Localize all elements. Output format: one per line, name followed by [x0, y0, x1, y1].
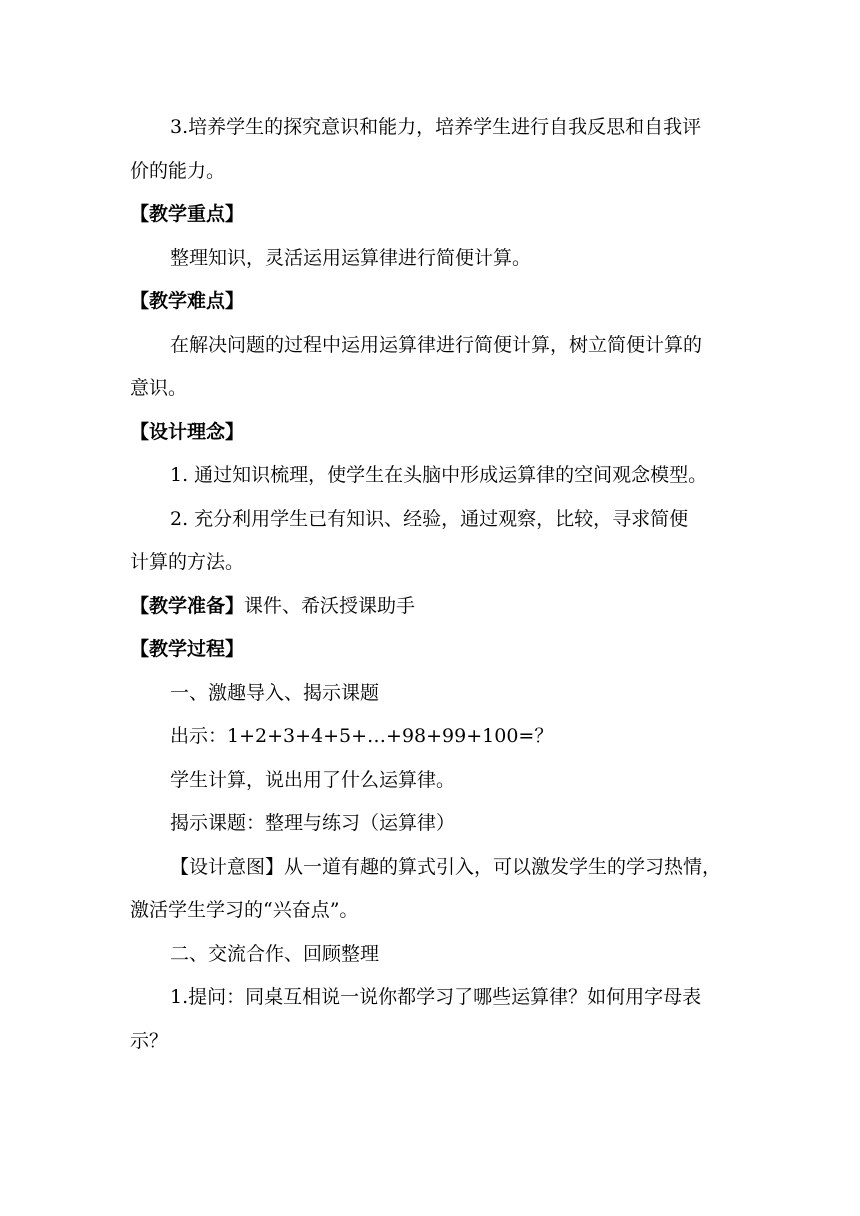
- key-points-heading: 【教学重点】: [130, 203, 245, 225]
- design-concept-item1: 1. 通过知识梳理，使学生在头脑中形成运算律的空间观念模型。: [170, 464, 708, 486]
- document-page: [130, 106, 730, 1063]
- design-concept-heading: 【设计理念】: [130, 420, 245, 443]
- process-q1-line1: 1.提问：同桌互相说一说你都学习了哪些运算律？如何用字母表: [170, 986, 702, 1008]
- preparation-text: 课件、希沃授课助手: [244, 594, 416, 617]
- objective-3-line2: 价的能力。: [130, 159, 226, 182]
- design-concept-item2-line2: 计算的方法。: [130, 551, 245, 573]
- process-show: 出示：1+2+3+4+5+…+98+99+100=？: [170, 725, 554, 747]
- process-intent-line1: 【设计意图】从一道有趣的算式引入，可以激发学生的学习热情，: [170, 855, 722, 878]
- difficulties-text-line2: 意识。: [130, 377, 188, 399]
- process-q1-line2: 示？: [130, 1029, 169, 1052]
- process-reveal: 揭示课题：整理与练习（运算律）: [170, 812, 456, 834]
- process-section1-title: 一、激趣导入、揭示课题: [170, 681, 380, 704]
- process-section2-title: 二、交流合作、回顾整理: [170, 942, 380, 965]
- difficulties-heading: 【教学难点】: [130, 290, 245, 312]
- difficulties-text-line1: 在解决问题的过程中运用运算律进行简便计算，树立简便计算的: [170, 333, 703, 356]
- process-intent-line2: 激活学生学习的“兴奋点”。: [130, 899, 359, 921]
- process-student-calc: 学生计算，说出用了什么运算律。: [170, 768, 456, 791]
- design-concept-item2-line1: 2. 充分利用学生已有知识、经验，通过观察，比较，寻求简便: [170, 507, 689, 530]
- preparation-line: [130, 585, 730, 629]
- preparation-heading: 【教学准备】: [130, 594, 245, 617]
- key-points-text: 整理知识，灵活运用运算律进行简便计算。: [170, 246, 532, 269]
- process-heading: 【教学过程】: [130, 638, 245, 660]
- objective-3-line1: 3.培养学生的探究意识和能力，培养学生进行自我反思和自我评: [170, 116, 702, 138]
